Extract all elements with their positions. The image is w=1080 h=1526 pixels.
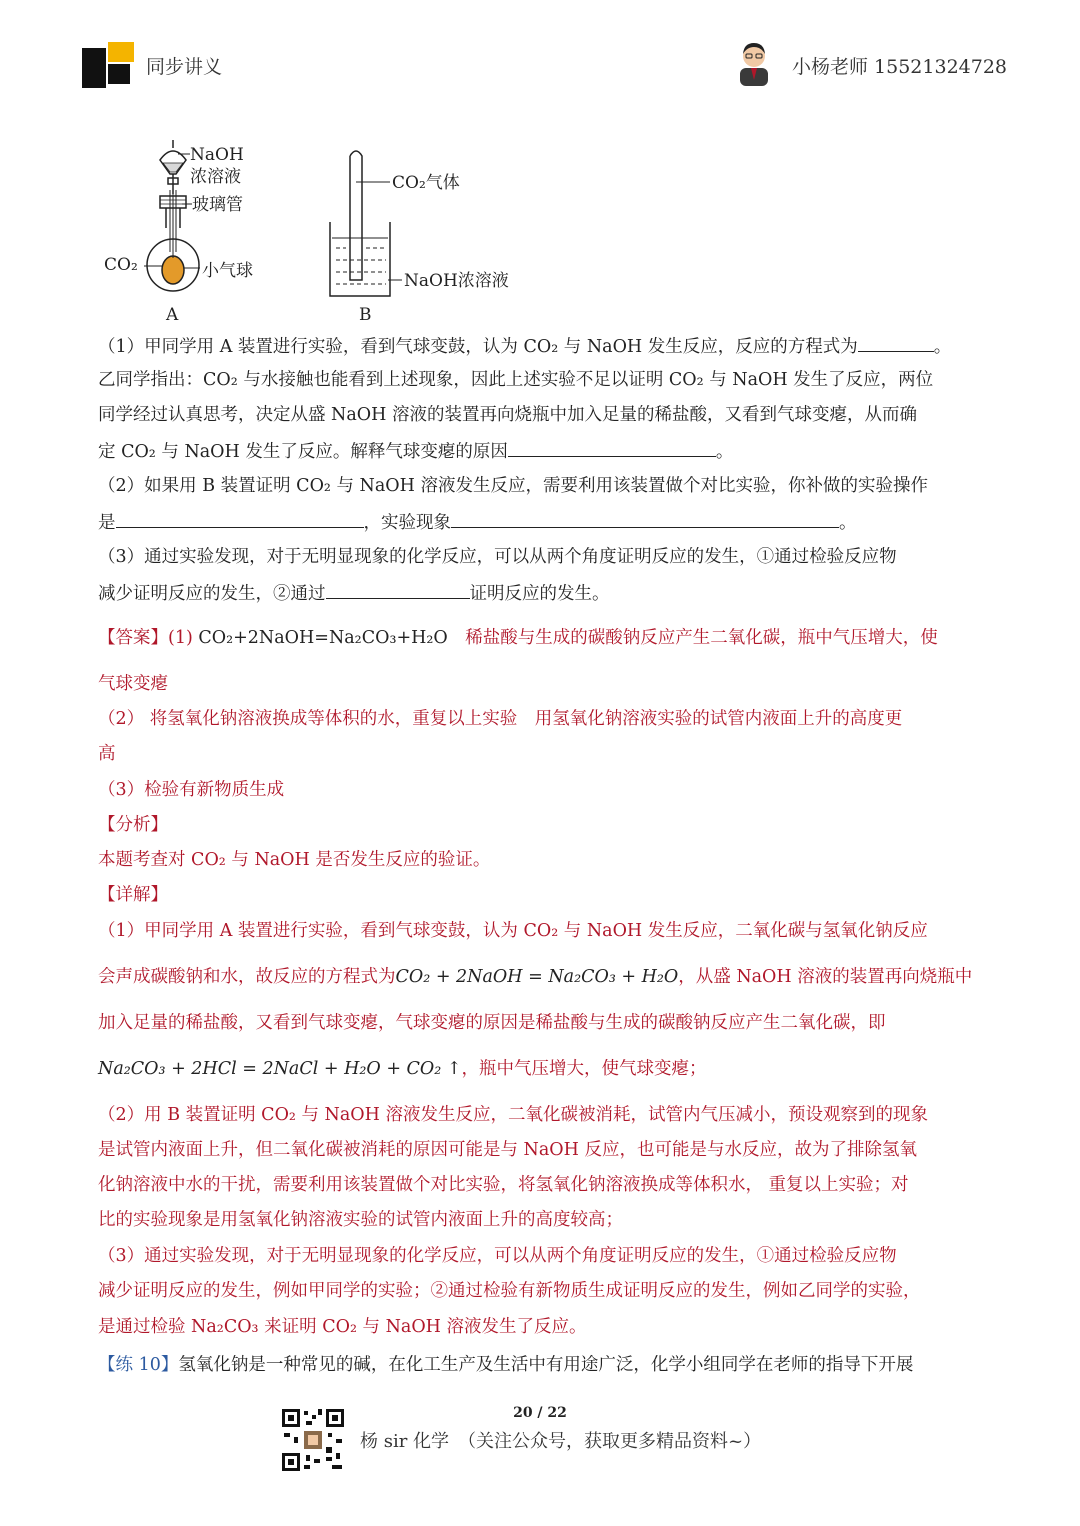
detail-3-line-3: 是通过检验 Na₂CO₃ 来证明 CO₂ 与 NaOH 溶液发生了反应。	[98, 1317, 587, 1337]
answer-2-line-2: 高	[98, 744, 116, 764]
analysis-text: 本题考查对 CO₂ 与 NaOH 是否发生反应的验证。	[98, 850, 491, 870]
detail-tag: 【详解】	[98, 885, 168, 905]
page-footer	[0, 1395, 1080, 1485]
detail-equation-2: Na₂CO₃ + 2HCl = 2NaCl + H₂O + CO₂ ↑	[98, 1059, 462, 1079]
practice-tag: 【练 10】	[98, 1355, 179, 1375]
detail-equation-1: CO₂ + 2NaOH = Na₂CO₃ + H₂O	[395, 967, 679, 987]
detail-3-line-1: （3）通过实验发现，对于无明显现象的化学反应，可以从两个角度证明反应的发生，①通过检验反应物	[98, 1246, 897, 1266]
analysis-tag: 【分析】	[98, 815, 168, 835]
label-small-balloon: 小气球	[202, 261, 253, 281]
label-b: B	[359, 305, 372, 325]
label-naoh-solution: NaOH浓溶液	[404, 271, 509, 291]
brand-logo-icon	[82, 42, 134, 88]
question-3-line-1: （3）通过实验发现，对于无明显现象的化学反应，可以从两个角度证明反应的发生，①通过检验反应物	[98, 547, 897, 567]
label-co2-a: CO₂	[104, 255, 138, 275]
answer-line-2: 气球变瘪	[98, 674, 168, 694]
answer-2-line-1: （2） 将氢氧化钠溶液换成等体积的水，重复以上实验 用氢氧化钠溶液实验的试管内液面上升的高度更	[98, 709, 903, 729]
label-co2-gas: CO₂气体	[392, 173, 460, 193]
answer-tag: 【答案】	[98, 628, 168, 648]
detail-2-line-3: 化钠溶液中水的干扰，需要利用该装置做个对比实验，将氢氧化钠溶液换成等体积水， 重复以上实验；对	[98, 1175, 909, 1195]
question-1-line-1: （1）甲同学用 A 装置进行实验，看到气球变鼓，认为 CO₂ 与 NaOH 发生反应，反应的方程式为 。	[98, 333, 951, 359]
page-header	[0, 0, 1080, 110]
detail-1-line-4: Na₂CO₃ + 2HCl = 2NaCl + H₂O + CO₂ ↑，瓶中气压增大，使气球变瘪；	[98, 1059, 707, 1079]
label-a: A	[166, 305, 179, 325]
detail-1-line-1: （1）甲同学用 A 装置进行实验，看到气球变鼓，认为 CO₂ 与 NaOH 发生反应，二氧化碳与氢氧化钠反应	[98, 921, 928, 941]
question-2-line-2: 是 ，实验现象 。	[98, 509, 857, 535]
answer-3: （3）检验有新物质生成	[98, 780, 285, 800]
question-1-line-3: 同学经过认真思考，决定从盛 NaOH 溶液的装置再向烧瓶中加入足量的稀盐酸，又看到气球变瘪，从而确	[98, 405, 917, 425]
question-1-line-2: 乙同学指出：CO₂ 与水接触也能看到上述现象，因此上述实验不足以证明 CO₂ 与 NaOH 发生了反应，两位	[98, 370, 934, 390]
question-2-line-1: （2）如果用 B 装置证明 CO₂ 与 NaOH 溶液发生反应，需要利用该装置做个对比实验，你补做的实验操作	[98, 476, 928, 496]
header-contact: 小杨老师 15521324728	[792, 56, 1008, 78]
question-3-line-2: 减少证明反应的发生，②通过 证明反应的发生。	[98, 580, 610, 606]
answer-line-1: 【答案】(1) CO₂+2NaOH=Na₂CO₃+H₂O 稀盐酸与生成的碳酸钠反应产生二氧化碳，瓶中气压增大，使	[98, 628, 938, 648]
practice-line: 【练 10】氢氧化钠是一种常见的碱，在化工生产及生活中有用途广泛，化学小组同学在老师的指导下开展	[98, 1355, 914, 1375]
label-concentrated-solution: 浓溶液	[190, 167, 241, 187]
label-naoh: NaOH	[190, 145, 244, 165]
header-title: 同步讲义	[146, 56, 223, 78]
question-1-line-4: 定 CO₂ 与 NaOH 发生了反应。解释气球变瘪的原因 。	[98, 438, 733, 464]
detail-1-line-3: 加入足量的稀盐酸，又看到气球变瘪，气球变瘪的原因是稀盐酸与生成的碳酸钠反应产生二氧化碳，即	[98, 1013, 886, 1033]
teacher-avatar-icon	[734, 38, 774, 86]
detail-2-line-1: （2）用 B 装置证明 CO₂ 与 NaOH 溶液发生反应，二氧化碳被消耗，试管内气压减小，预设观察到的现象	[98, 1105, 928, 1125]
detail-2-line-4: 比的实验现象是用氢氧化钠溶液实验的试管内液面上升的高度较高；	[98, 1210, 623, 1230]
experiment-figure	[100, 130, 530, 330]
detail-1-line-2: 会声成碳酸钠和水，故反应的方程式为CO₂ + 2NaOH = Na₂CO₃ + H₂O，从盛 NaOH 溶液的装置再向烧瓶中	[98, 967, 973, 987]
page-number: 20 / 22	[513, 1405, 567, 1421]
answer-equation: CO₂+2NaOH=Na₂CO₃+H₂O	[198, 628, 448, 648]
detail-3-line-2: 减少证明反应的发生，例如甲同学的实验；②通过检验有新物质生成证明反应的发生，例如乙同学的实验，	[98, 1281, 921, 1301]
label-glass-tube: 玻璃管	[192, 195, 243, 215]
detail-2-line-2: 是试管内液面上升，但二氧化碳被消耗的原因可能是与 NaOH 反应，也可能是与水反应，故为了排除氢氧	[98, 1140, 917, 1160]
footer-text: 杨 sir 化学 （关注公众号，获取更多精品资料~）	[360, 1431, 762, 1452]
